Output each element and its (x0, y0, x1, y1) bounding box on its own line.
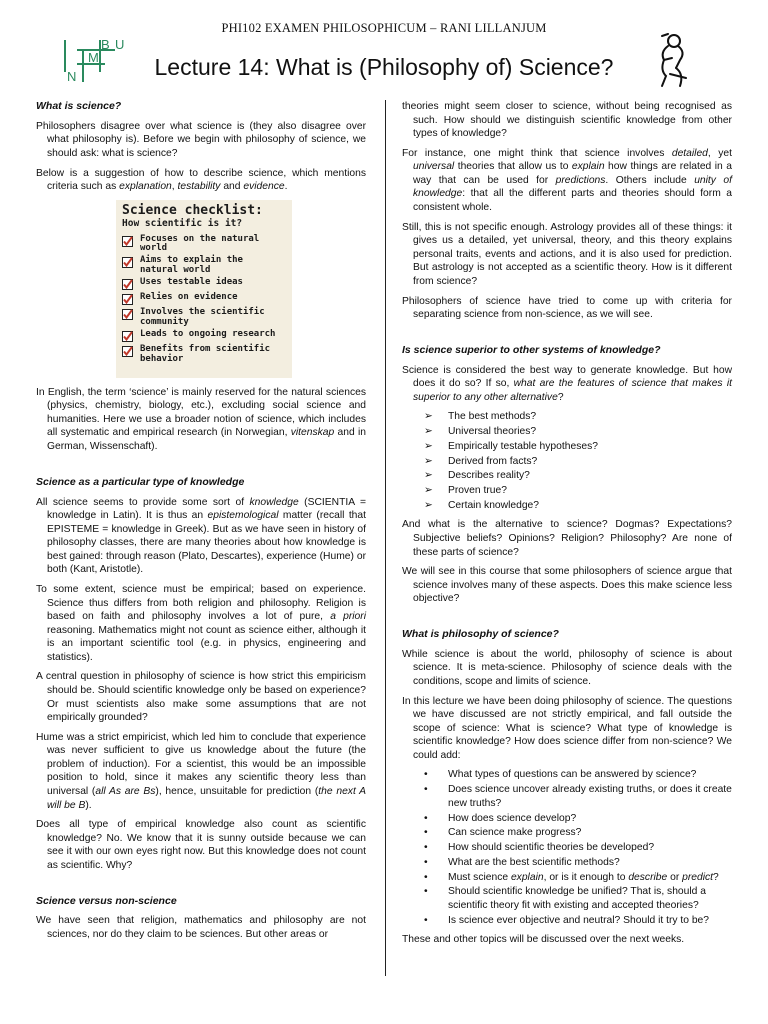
paragraph: theories might seem closer to science, without being recognised as such. How should we distinguish scientific knowledge from other types of knowledge? (402, 101, 732, 140)
checklist-item (122, 308, 286, 327)
paragraph: Below is a suggestion of how to describe science, which mentions criteria such as explanation, testability and evidence. (36, 167, 366, 193)
arrow-bullet-icon: ➢ (424, 470, 433, 482)
checkbox-checked-icon (122, 331, 133, 342)
right-column (402, 100, 732, 953)
science-checklist-image (116, 200, 292, 378)
checkbox-checked-icon (122, 346, 133, 357)
paragraph: We will see in this course that some philosophers of science argue that science involves many of these aspects. Does this make science less objective? (402, 566, 732, 605)
arrow-bullet-icon: ➢ (424, 485, 433, 497)
bullet-dot-icon: • (424, 769, 428, 781)
bullet-list-item: • Can science make progress? (424, 827, 582, 839)
checklist-item (122, 330, 286, 342)
bullet-list (402, 768, 732, 927)
arrow-bullet-icon: ➢ (424, 440, 433, 452)
paragraph: And what is the alternative to science? Dogmas? Expectations? Subjective beliefs? Opinions? Religion? Philosophy? Are none of these parts of science? (402, 519, 732, 558)
heading-particular-knowledge: Science as a particular type of knowledge (36, 475, 245, 488)
bullet-dot-icon: • (424, 914, 428, 926)
bullet-list-item: • What are the best scientific methods? (424, 856, 620, 868)
checklist-subtitle: How scientific is it? (122, 218, 243, 230)
paragraph: Philosophers disagree over what science is (they also disagree over what philosophy is). Before we begin with philosophy of science, we should ask: what is science? (36, 120, 366, 160)
arrow-list-item: ➢ Certain knowledge? (424, 499, 540, 511)
checklist-item (122, 345, 286, 364)
bullet-list-item: • Should scientific knowledge be unified? That is, should a scientific theory fit with existing and accepted theories? (424, 886, 706, 911)
paragraph: Hume was a strict empiricist, which led him to conclude that experience was never sufficient to give us knowledge about the future (the problem of induction). For a scientist, this would be an impossible position to hold, since it makes any scientific theory less than universal (all As are Bs), hence, unsuitable for prediction (the next A will be B). (36, 731, 367, 811)
checklist-item (122, 256, 286, 275)
checklist-item-label: Involves the scientific community (140, 307, 265, 327)
arrow-bullet-icon: ➢ (424, 499, 433, 511)
bullet-list-item: • Is science ever objective and neutral? Should it try to be? (424, 914, 710, 926)
logo-letter-m: M (88, 50, 99, 65)
arrow-list (402, 410, 732, 512)
checklist-item (122, 235, 286, 254)
checklist-title: Science checklist: (122, 202, 263, 218)
course-header: PHI102 EXAMEN PHILOSOPHICUM – RANI LILLANJUM (221, 21, 547, 35)
thinker-figure-icon (650, 30, 700, 90)
bullet-dot-icon: • (424, 842, 428, 854)
paragraph: In this lecture we have been doing philosophy of science. The questions we have discussed are not strictly empirical, and fall outside the scope of science: What is science? What type of knowledge is scientific knowledge? How does science differ from non-science? We could add: (402, 695, 732, 761)
arrow-list-item: ➢ Describes reality? (424, 470, 530, 482)
left-column (36, 100, 366, 948)
paragraph: For instance, one might think that science involves detailed, yet universal theories that allow us to explain how things are related in a way that can be used for predictions. Others include unity of knowledge: that all the different parts and theories should form a consistent whole. (402, 147, 732, 214)
checklist-item-label: Relies on evidence (140, 292, 238, 303)
bullet-dot-icon: • (424, 827, 428, 839)
checklist-item (122, 293, 286, 305)
bullet-dot-icon: • (424, 886, 428, 898)
checklist-item-label: Benefits from scientific behavior (140, 344, 271, 364)
paragraph: Still, this is not specific enough. Astrology provides all of these things: it gives us a detailed, yet universal, theory, and this theory explains personal traits, events and actions, and it is also used for prediction. But astrology is not accepted as a scientific theory. How is it different from science? (402, 221, 732, 287)
checkbox-checked-icon (122, 309, 133, 320)
logo-letter-u: U (115, 38, 125, 52)
bullet-list-item: • What types of questions can be answered by science? (424, 769, 697, 781)
paragraph: In English, the term ‘science’ is mainly reserved for the natural sciences (physics, chemistry, biology, etc.), excluding social science and humanities. Here we use a broader notion of science, which includes all systematic and empirical research (in Norwegian, vitenskap and in German, Wissenschaft). (36, 386, 366, 453)
bullet-dot-icon: • (424, 871, 428, 883)
bullet-list-item: • Does science uncover already existing truths, or does it create new truths? (424, 784, 732, 809)
bullet-dot-icon: • (424, 812, 428, 824)
arrow-list-item: ➢ The best methods? (424, 411, 537, 423)
paragraph: All science seems to provide some sort of knowledge (SCIENTIA = knowledge in Latin). It is thus an epistemological matter (recall that EPISTEME = knowledge in Greek). But as we have seen in history of philosophy classes, there are many theories about how knowledge is best gained: through reason (Plato, Descartes), experience (Hume) or both (Kant, Aristotle). (36, 496, 366, 576)
bullet-list-item: • Must science explain, or is it enough to describe or predict? (424, 871, 719, 883)
arrow-list-item: ➢ Empirically testable hypotheses? (424, 440, 598, 452)
paragraph: While science is about the world, philosophy of science is about science. It is meta-science. Philosophy of science deals with the conditions, scope and limits of science. (402, 648, 732, 687)
arrow-list-item: ➢ Proven true? (424, 485, 507, 497)
paragraph: Science is considered the best way to generate knowledge. But how does it do so? If so, what are the features of science that makes it superior to any other alternative? (402, 364, 732, 403)
paragraph: These and other topics will be discussed over the next weeks. (402, 934, 685, 946)
column-divider (385, 100, 386, 976)
heading-what-is-science: What is science? (36, 100, 122, 112)
paragraph: A central question in philosophy of science is how strict this empiricism should be. Should scientific knowledge only be based on experience? Or must scientists also make some assumptions that are not empirically grounded? (36, 671, 366, 724)
paragraph: To some extent, science must be empirical; based on experience. Science thus differs from both religion and philosophy. Religion is based on faith and philosophy involves a lot of pure, a priori reasoning. Mathematics might not count as science either, although it is an important scientific tool (e.g. in physics, engineering and statistics). (36, 583, 366, 663)
heading-science-superior: Is science superior to other systems of knowledge? (402, 343, 661, 356)
arrow-bullet-icon: ➢ (424, 426, 433, 438)
checkbox-checked-icon (122, 279, 133, 290)
heading-science-versus-non-science: Science versus non-science (36, 894, 177, 907)
checkbox-checked-icon (122, 294, 133, 305)
paragraph: We have seen that religion, mathematics and philosophy are not sciences, nor do they claim to be sciences. But other areas or (36, 915, 366, 940)
logo-letter-n: N (67, 69, 77, 84)
paragraph: Does all type of empirical knowledge also count as scientific knowledge? No. We know that it is sunny outside because we can see it with our own eyes right now. But this knowledge does not count as scientific. Why? (36, 819, 366, 871)
bullet-dot-icon: • (424, 856, 428, 868)
arrow-bullet-icon: ➢ (424, 411, 433, 423)
bullet-list-item: • How should scientific theories be developed? (424, 842, 655, 854)
checkbox-checked-icon (122, 236, 133, 247)
checklist-item-label: Leads to ongoing research (140, 329, 276, 340)
paragraph: Philosophers of science have tried to come up with criteria for separating science from non-science, as we will see. (402, 295, 732, 321)
checklist-item-label: Aims to explain the natural world (140, 255, 243, 275)
bullet-dot-icon: • (424, 784, 428, 796)
heading-philosophy-of-science: What is philosophy of science? (402, 627, 559, 640)
logo-letter-b: B (101, 38, 110, 52)
arrow-bullet-icon: ➢ (424, 455, 433, 467)
checkbox-checked-icon (122, 257, 133, 268)
bullet-list-item: • How does science develop? (424, 812, 577, 824)
arrow-list-item: ➢ Derived from facts? (424, 455, 538, 467)
checklist-item-label: Uses testable ideas (140, 277, 243, 288)
checklist-item-label: Focuses on the natural world (140, 233, 260, 254)
checklist-item (122, 278, 286, 290)
page-title: Lecture 14: What is (Philosophy of) Science? (154, 54, 614, 80)
arrow-list-item: ➢ Universal theories? (424, 426, 537, 438)
